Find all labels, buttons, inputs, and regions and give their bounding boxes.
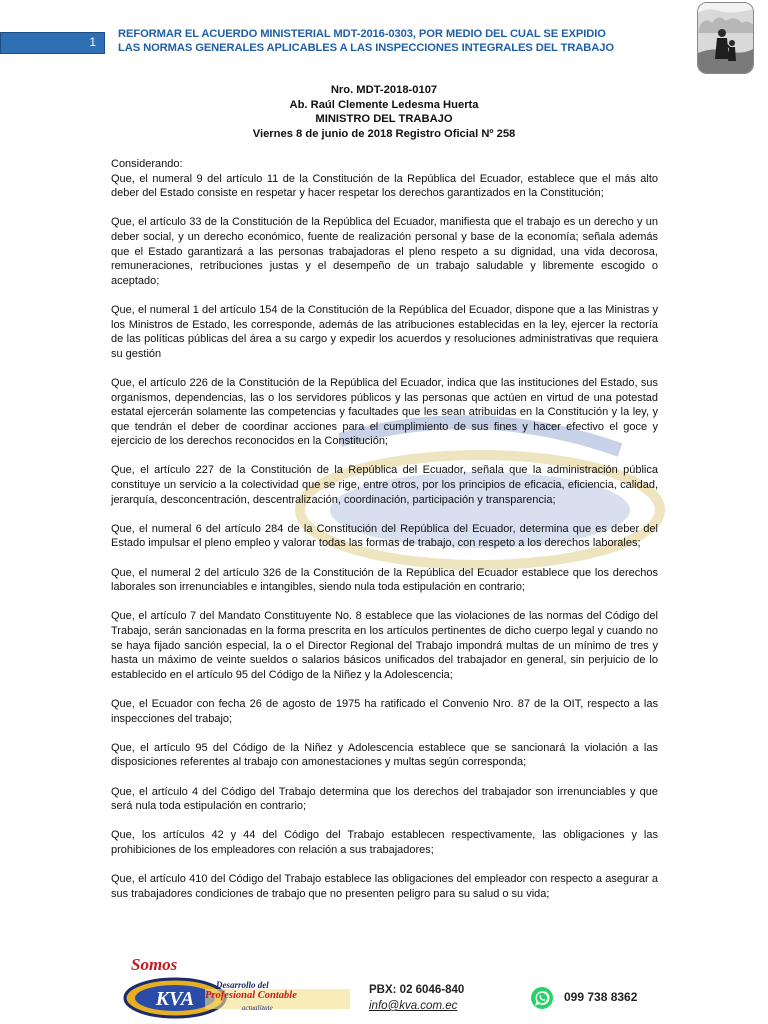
paragraph: Que, el artículo 33 de la Constitución de la República del Ecuador, manifiesta que el trabajo es un derecho y un deber social, y un derecho económico, fuente de realización personal y base de la economía; señala además que el Estado garantizará a las personas trabajadoras el pleno respeto a su dignidad, una vida decorosa, remuneraciones, retribuciones justas y el desempeño de un trabajo saludable y libremente escogido o aceptado; [111,216,658,287]
footer-desarrollo: Desarrollo del [216,980,269,990]
paragraph: Que, el artículo 226 de la Constitución de la República del Ecuador, indica que las instituciones del Estado, sus organismos, dependencias, las o los servidores públicos y las personas que actúen en virtud de una potestad estatal ejercerán solamente las competencias y facultades que les sean atribuidas en la Constitución y la ley, y que tendrán el deber de coordinar acciones para el cumplimiento de sus fines y hacer efectivo el goce y ejercicio de los derechos reconocidos en la Constitución; [111,376,658,448]
header-title [118,27,678,55]
footer-email-link[interactable]: info@kva.com.ec [369,1000,458,1012]
paragraph: Que, el artículo 410 del Código del Trabajo establece las obligaciones del empleador con respecto a asegurar a sus trabajadores condiciones de trabajo que no presenten peligro para su salud o su vida; [111,873,658,900]
page-number: 1 [89,35,96,49]
paragraph: Que, el numeral 6 del artículo 284 de la Constitución del República del Ecuador, determina que es deber del Estado impulsar el pleno empleo y valorar todas las formas de trabajo, con respeto a los derechos laborales; [111,522,658,550]
paragraph: Que, el artículo 227 de la Constitución de la República del Ecuador, señala que la administración pública constituye un servicio a la colectividad que se rige, entre otros, por los principios de eficacia, eficiencia, calidad, jerarquía, desconcentración, descentralización, coordinación, participación y transparencia; [111,464,658,506]
title-block [0,83,768,141]
publication-date: Viernes 8 de junio de 2018 Registro Oficial Nº 258 [252,127,516,140]
footer-profesional: Profesional Contable [205,990,297,1001]
document-body [111,157,658,916]
paragraph: Que, los artículos 42 y 44 del Código del Trabajo establecen respectivamente, las obligaciones y las prohibiciones de los empleadores con relación a sus trabajadores; [111,829,658,856]
header-photo [697,2,754,74]
footer-phone[interactable]: 099 738 8362 [564,990,638,1004]
header-title-line1: REFORMAR EL ACUERDO MINISTERIAL MDT-2016-0303, POR MEDIO DEL CUAL SE EXPIDIO [118,28,606,40]
header-title-line2: LAS NORMAS GENERALES APLICABLES A LAS INSPECCIONES INTEGRALES DEL TRABAJO [118,42,614,54]
footer-somos: Somos [131,955,178,974]
paragraph: Que, el artículo 95 del Código de la Niñez y Adolescencia establece que se sancionará la violación a las disposiciones referentes al trabajo con amonestaciones y multas según corresponda; [111,741,658,769]
paragraph: Que, el numeral 9 del artículo 11 de la Constitución de la República del Ecuador, establece que el más alto deber del Estado consiste en respetar y hacer respetar los derechos garantizados en la Constitución; [111,172,658,200]
considerando-heading: Considerando: [111,158,183,170]
whatsapp-icon[interactable] [530,986,554,1010]
paragraph: Que, el artículo 7 del Mandato Constituyente No. 8 establece que las violaciones de las normas del Código del Trabajo, serán sancionadas en la forma prescrita en los artículos pertinentes de dicho cuerpo legal y cuando no se haya fijado sanción especial, la o el Director Regional del Trabajo impondrá multas de un mínimo de tres y hasta un máximo de veinte sueldos o salarios básicos unificados del trabajador en general, sin perjuicio de lo establecido en el artículo 95 del Código de la Niñez y la Adolescencia; [111,610,658,681]
footer-pbx: PBX: 02 6046-840 [369,984,465,996]
footer-actualizate: actualízate [242,1004,273,1012]
page-number-box [0,32,105,54]
paragraph: Que, el Ecuador con fecha 26 de agosto de 1975 ha ratificado el Convenio Nro. 87 de la OIT, respecto a las inspecciones del trabajo; [111,697,658,725]
decree-number: Nro. MDT-2018-0107 [330,84,438,96]
minister-name: Ab. Raúl Clemente Ledesma Huerta [289,98,479,111]
footer [0,950,768,1024]
paragraph: Que, el numeral 2 del artículo 326 de la Constitución de la República del Ecuador establece que los derechos laborales son irrenunciables e intangibles, siendo nula toda estipulación en contrario; [111,566,658,594]
kva-logo-text: KVA [155,988,195,1010]
paragraph: Que, el artículo 4 del Código del Trabajo determina que los derechos del trabajador son irrenunciables y que será nula toda estipulación en contrario; [111,785,658,813]
paragraph: Que, el numeral 1 del artículo 154 de la Constitución de la República del Ecuador, dispone que a las Ministras y los Ministros de Estado, les corresponde, además de las atribuciones establecidas en la ley, ejercer la rectoría de las políticas públicas del área a su cargo y expedir los acuerdos y resoluciones administrativas que requiera su gestión [111,303,658,360]
ministry-name: MINISTRO DEL TRABAJO [315,113,453,125]
